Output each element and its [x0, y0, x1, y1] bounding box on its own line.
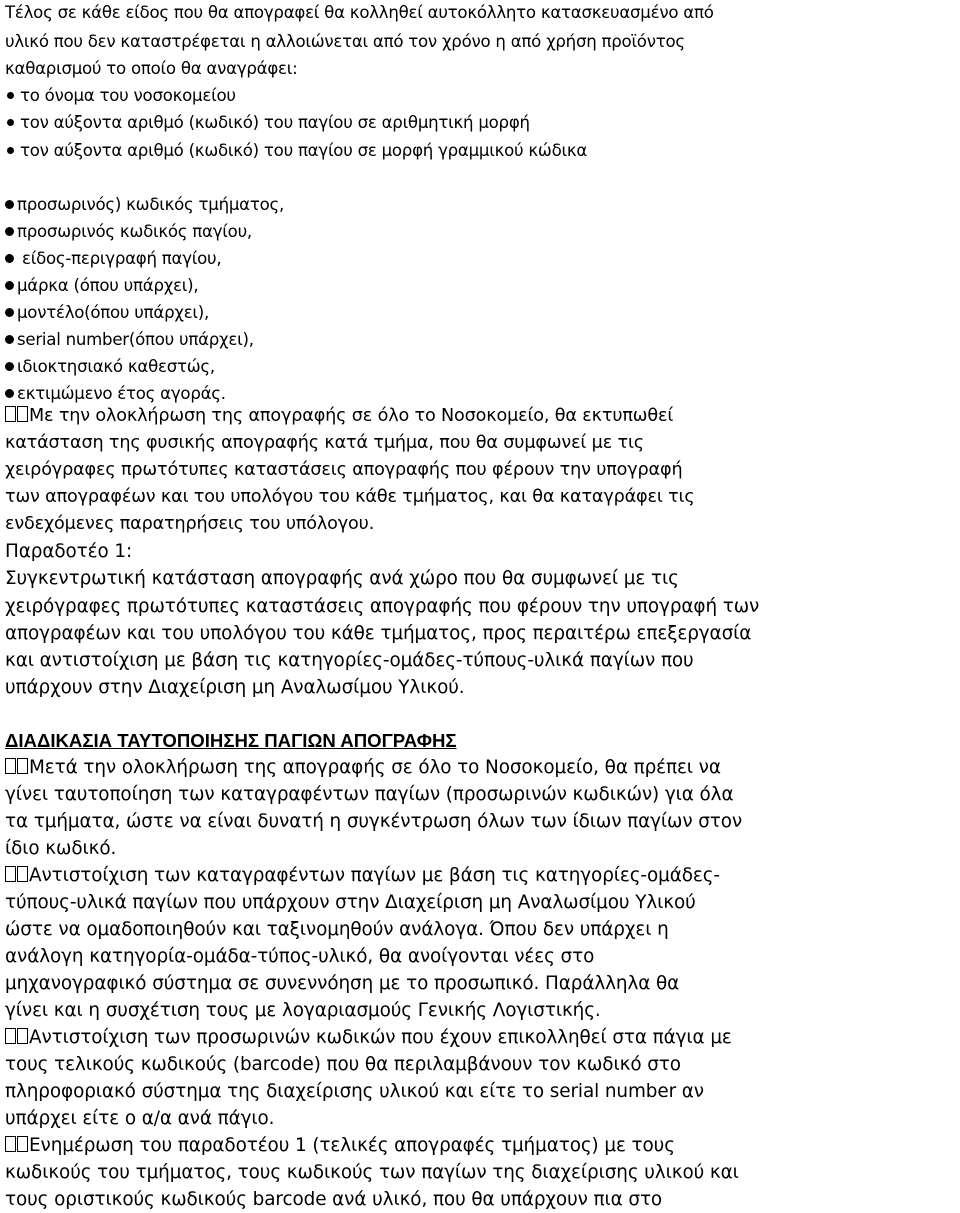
deliverable-title: Παραδοτέο 1: [5, 541, 133, 562]
match-categories-line: μηχανογραφικό σύστημα σε συνεννόηση με το προσωπικό. Παράλληλα θα [5, 973, 680, 994]
filled-circle-icon [5, 389, 14, 398]
field-item-text: εκτιμώμενο έτος αγοράς. [17, 384, 226, 403]
filled-circle-icon [5, 362, 14, 371]
missing-glyph-box-icon [17, 406, 28, 422]
field-item [5, 299, 209, 326]
identify-line: ίδιο κωδικό. [5, 838, 117, 859]
field-item-text: προσωρινός κωδικός παγίου, [17, 222, 252, 241]
match-categories-line: γίνει και η συσχέτιση τους με λογαριασμούς Γενικής Λογιστικής. [5, 1000, 601, 1021]
missing-glyph-box-icon [5, 406, 16, 422]
match-categories-line: τύπους-υλικά παγίων που υπάρχουν στην Διαχείριση μη Αναλωσίμου Υλικού [5, 892, 696, 913]
field-item-text: προσωρινός) κωδικός τμήματος, [17, 195, 285, 214]
field-item [5, 353, 215, 380]
field-item-text: μοντέλο(όπου υπάρχει), [17, 303, 210, 322]
label-bullet-text: τον αύξοντα αριθμό (κωδικό) του παγίου σε μορφή γραμμικού κώδικα [20, 141, 588, 160]
missing-glyph-box-icon [17, 758, 28, 774]
intro-line: Τέλος σε κάθε είδος που θα απογραφεί θα κολληθεί αυτοκόλλητο κατασκευασμένο από [5, 3, 714, 22]
missing-glyph-box-icon [17, 1136, 28, 1152]
print-line-text: Με την ολοκλήρωση της απογραφής σε όλο το Νοσοκομείο, θα εκτυπωθεί [29, 406, 674, 426]
filled-circle-icon [5, 227, 14, 236]
intro-line: υλικό που δεν καταστρέφεται η αλλοιώνεται από τον χρόνο η από χρήση προϊόντος [5, 32, 685, 51]
print-line: χειρόγραφες πρωτότυπες καταστάσεις απογραφής που φέρουν την υπογραφή [5, 460, 683, 480]
match-codes-line [5, 1024, 732, 1051]
field-item-text: μάρκα (όπου υπάρχει), [17, 276, 199, 295]
print-line: κατάσταση της φυσικής απογραφής κατά τμήμα, που θα συμφωνεί με τις [5, 433, 644, 453]
field-item [5, 218, 252, 245]
missing-glyph-box-icon [17, 866, 28, 882]
filled-circle-icon [5, 308, 14, 317]
print-line: των απογραφέων και του υπολόγου του κάθε τμήματος, και θα καταγράφει τις [5, 487, 695, 507]
field-item-text: ιδιοκτησιακό καθεστώς, [17, 357, 215, 376]
match-codes-line: πληροφοριακό σύστημα της διαχείρισης υλικού και είτε το serial number αν [5, 1081, 704, 1102]
field-item-text: serial number(όπου υπάρχει), [17, 330, 254, 349]
deliverable-line: υπάρχουν στην Διαχείριση μη Αναλωσίμου Υλικού. [5, 677, 465, 698]
field-item [5, 272, 198, 299]
match-categories-line-text: Αντιστοίχιση των καταγραφέντων παγίων με βάση τις κατηγορίες-ομάδες- [29, 865, 720, 886]
bullet-dot-icon [7, 119, 14, 126]
update-line: κωδικούς του τμήματος, τους κωδικούς των παγίων της διαχείρισης υλικού και [5, 1162, 739, 1183]
field-item [5, 191, 284, 218]
label-bullet-item [5, 137, 587, 164]
label-bullet-item [5, 82, 236, 109]
print-line [5, 403, 673, 430]
missing-glyph-box-icon [5, 1028, 16, 1044]
bullet-dot-icon [7, 147, 14, 154]
update-line-text: Ενημέρωση του παραδοτέου 1 (τελικές απογραφές τμήματος) με τους [29, 1135, 675, 1156]
field-item [5, 245, 221, 272]
identify-line [5, 754, 721, 781]
update-line [5, 1132, 675, 1159]
missing-glyph-box-icon [5, 866, 16, 882]
deliverable-line: χειρόγραφες πρωτότυπες καταστάσεις απογραφής που φέρουν την υπογραφή των [5, 596, 760, 617]
missing-glyph-box-icon [5, 1136, 16, 1152]
deliverable-line: και αντιστοίχιση με βάση τις κατηγορίες-ομάδες-τύπους-υλικά παγίων που [5, 650, 694, 671]
match-codes-line: τους τελικούς κωδικούς (barcode) που θα περιλαμβάνουν τον κωδικό στο [5, 1054, 681, 1075]
filled-circle-icon [5, 254, 14, 263]
deliverable-line: απογραφέων και του υπολόγου του κάθε τμήματος, προς περαιτέρω επεξεργασία [5, 623, 752, 644]
bullet-dot-icon [7, 92, 14, 99]
intro-line: καθαρισμού το οποίο θα αναγράφει: [5, 59, 298, 78]
label-bullet-text: το όνομα του νοσοκομείου [20, 86, 236, 105]
match-codes-line: υπάρχει είτε ο α/α ανά πάγιο. [5, 1108, 275, 1129]
identify-line: τα τμήματα, ώστε να είναι δυνατή η συγκέντρωση όλων των ίδιων παγίων στον [5, 811, 743, 832]
missing-glyph-box-icon [17, 1028, 28, 1044]
match-categories-line [5, 862, 720, 889]
match-categories-line: ώστε να ομαδοποιηθούν και ταξινομηθούν ανάλογα. Όπου δεν υπάρχει η [5, 919, 669, 940]
label-bullet-text: τον αύξοντα αριθμό (κωδικό) του παγίου σε αριθμητική μορφή [20, 113, 530, 132]
field-item [5, 326, 254, 353]
filled-circle-icon [5, 281, 14, 290]
match-codes-line-text: Αντιστοίχιση των προσωρινών κωδικών που έχουν επικολληθεί στα πάγια με [29, 1027, 732, 1048]
deliverable-line: Συγκεντρωτική κατάσταση απογραφής ανά χώρο που θα συμφωνεί με τις [5, 568, 679, 589]
match-categories-line: ανάλογη κατηγορία-ομάδα-τύπος-υλικό, θα ανοίγονται νέες στο [5, 946, 595, 967]
filled-circle-icon [5, 335, 14, 344]
field-item-text: είδος-περιγραφή παγίου, [17, 249, 222, 268]
section-heading: ΔΙΑΔΙΚΑΣΙΑ ΤΑΥΤΟΠΟΙΗΣΗΣ ΠΑΓΙΩΝ ΑΠΟΓΡΑΦΗΣ [5, 730, 457, 751]
print-line: ενδεχόμενες παρατηρήσεις του υπόλογου. [5, 514, 375, 534]
filled-circle-icon [5, 200, 14, 209]
update-line: τους οριστικούς κωδικούς barcode ανά υλικό, που θα υπάρχουν πια στο [5, 1189, 663, 1210]
identify-line-text: Μετά την ολοκλήρωση της απογραφής σε όλο το Νοσοκομείο, θα πρέπει να [29, 757, 721, 778]
identify-line: γίνει ταυτοποίηση των καταγραφέντων παγίων (προσωρινών κωδικών) για όλα [5, 784, 734, 805]
missing-glyph-box-icon [5, 758, 16, 774]
label-bullet-item [5, 109, 530, 136]
